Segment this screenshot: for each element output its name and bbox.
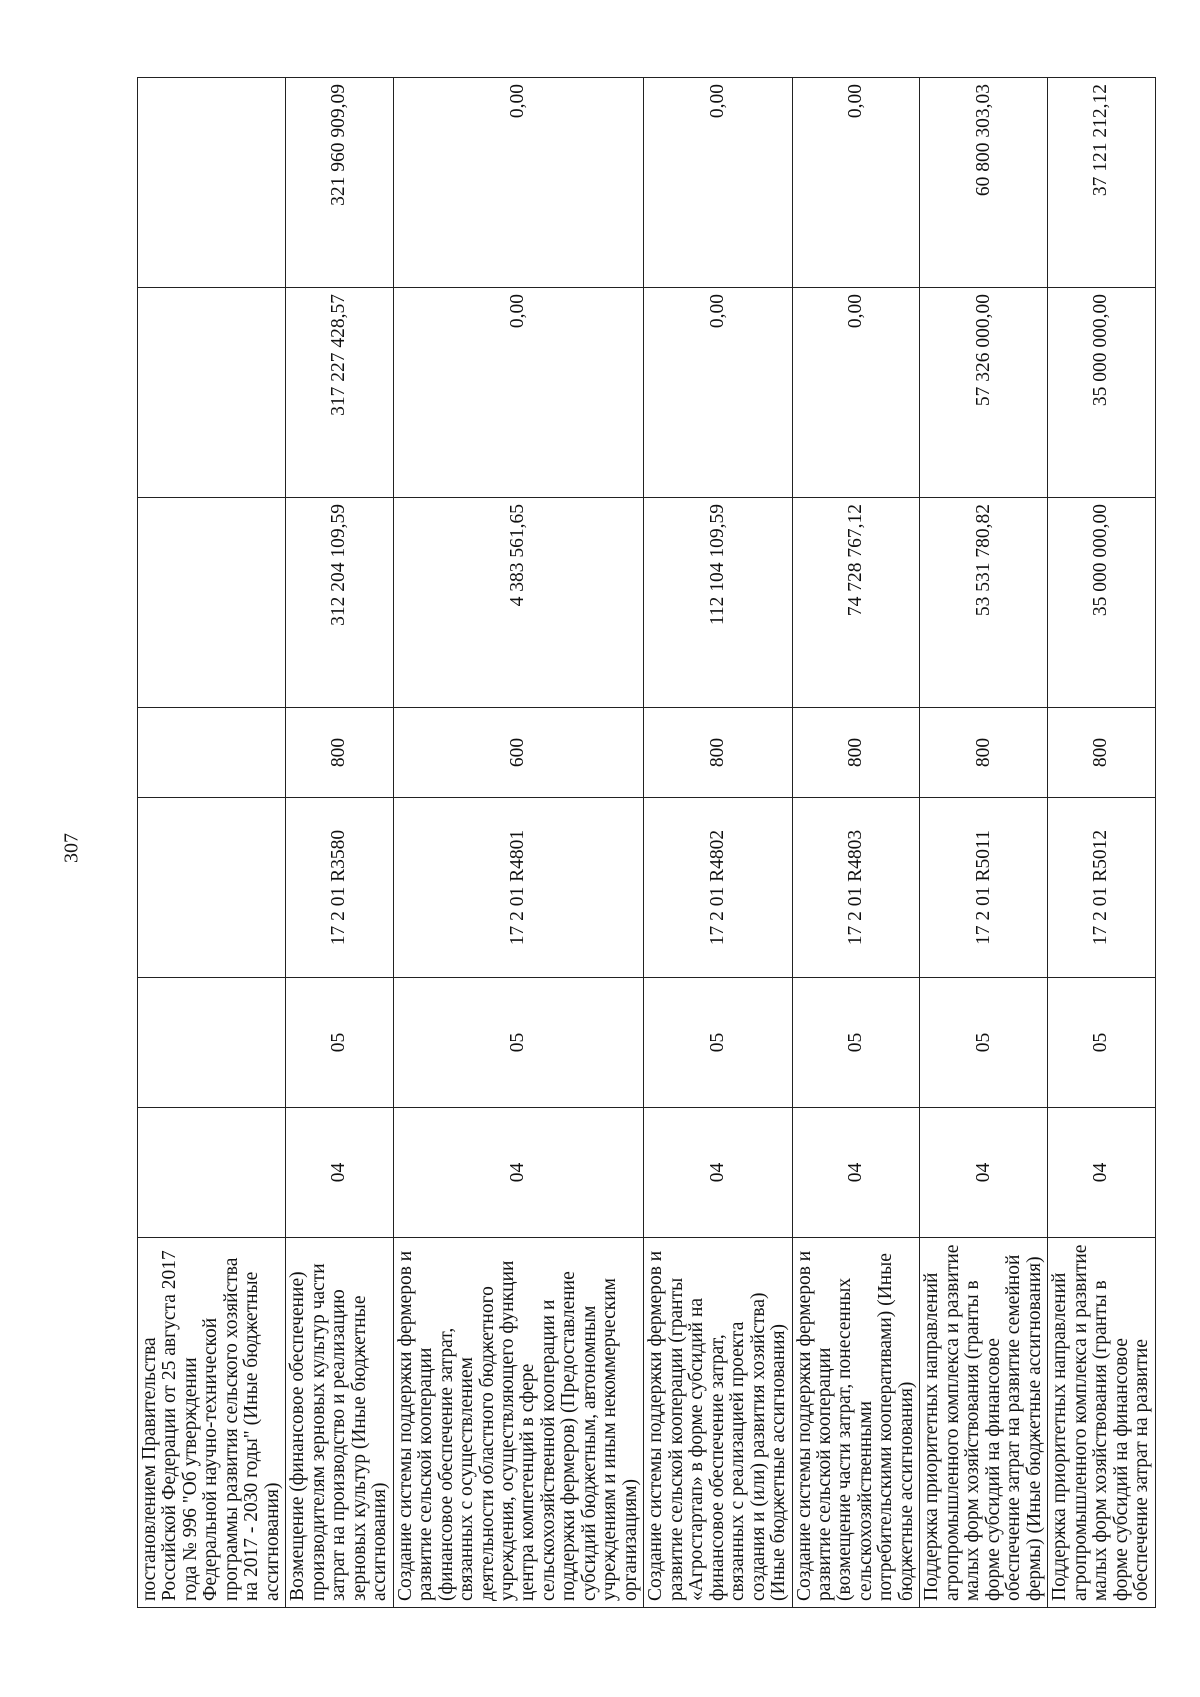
amount-year-2: 0,00 [792,288,920,498]
section-code: 04 [920,1108,1048,1238]
row-description: Поддержка приоритетных направлений агропромышленного комплекса и развитие малых форм хозяйствования (гранты в форме субсидий на финансовое обеспечение затрат на развитие [1048,1238,1155,1608]
amount-year-1: 4 383 561,65 [393,498,644,708]
subsection-code: 05 [393,978,644,1108]
section-code: 04 [393,1108,644,1238]
amount-year-2 [138,288,286,498]
amount-year-1 [138,498,286,708]
row-description: Поддержка приоритетных направлений агропромышленного комплекса и развитие малых форм хозяйствования (гранты в форме субсидий на финансовое обеспечение затрат на развитие семейной фермы) (Иные бюджетные ассигнования) [920,1238,1048,1608]
table-row [286,78,393,1608]
table-row [138,78,286,1608]
target-article-code [138,798,286,978]
target-article-code: 17 2 01 R4803 [792,798,920,978]
expense-type-code: 800 [286,708,393,798]
amount-year-2: 57 326 000,00 [920,288,1048,498]
amount-year-1: 312 204 109,59 [286,498,393,708]
expense-type-code: 600 [393,708,644,798]
amount-year-2: 35 000 000,00 [1048,288,1155,498]
row-description: Возмещение (финансовое обеспечение) производителям зерновых культур части затрат на производство и реализацию зерновых культур (Иные бюджетные ассигнования) [286,1238,393,1608]
amount-year-3: 321 960 909,09 [286,78,393,288]
row-description: Создание системы поддержки фермеров и развитие сельской кооперации (финансовое обеспечение затрат, связанных с осуществлением деятельности областного бюджетного учреждения, осуществляющего функции центра компетенций в сфере сельскохозяйственной кооперации и поддержки фермеров) (Предоставление субсидий бюджетным, автономным учреждениям и иным некоммерческим организациям) [393,1238,644,1608]
section-code [138,1108,286,1238]
amount-year-2: 0,00 [393,288,644,498]
target-article-code: 17 2 01 R5012 [1048,798,1155,978]
row-description: Создание системы поддержки фермеров и развитие сельской кооперации (возмещение части затрат, понесенных сельскохозяйственными потребительскими кооперативами) (Иные бюджетные ассигнования) [792,1238,920,1608]
expense-type-code [138,708,286,798]
amount-year-3: 37 121 212,12 [1048,78,1155,288]
expense-type-code: 800 [644,708,792,798]
amount-year-1: 112 104 109,59 [644,498,792,708]
table-row [792,78,920,1608]
row-description: Создание системы поддержки фермеров и развитие сельской кооперации (гранты «Агростартап» в форме субсидий на финансовое обеспечение затрат, связанных с реализацией проекта создания и (или) развития хозяйства) (Иные бюджетные ассигнования) [644,1238,792,1608]
table-row [393,78,644,1608]
section-code: 04 [792,1108,920,1238]
amount-year-3: 0,00 [792,78,920,288]
table-row [644,78,792,1608]
section-code: 04 [644,1108,792,1238]
table-row [1048,78,1155,1608]
budget-table [137,77,1156,1608]
subsection-code: 05 [1048,978,1155,1108]
expense-type-code: 800 [1048,708,1155,798]
subsection-code: 05 [286,978,393,1108]
rotated-table-container [137,78,1153,1608]
expense-type-code: 800 [792,708,920,798]
amount-year-3: 0,00 [393,78,644,288]
target-article-code: 17 2 01 R3580 [286,798,393,978]
subsection-code: 05 [644,978,792,1108]
expense-type-code: 800 [920,708,1048,798]
row-description: постановлением Правительства Российской Федерации от 25 августа 2017 года № 996 "Об утверждении Федеральной научно-технической программы развития сельского хозяйства на 2017 - 2030 годы" (Иные бюджетные ассигнования) [138,1238,286,1608]
amount-year-1: 35 000 000,00 [1048,498,1155,708]
subsection-code: 05 [920,978,1048,1108]
target-article-code: 17 2 01 R4802 [644,798,792,978]
amount-year-3: 60 800 303,03 [920,78,1048,288]
target-article-code: 17 2 01 R5011 [920,798,1048,978]
table-row [920,78,1048,1608]
amount-year-1: 74 728 767,12 [792,498,920,708]
amount-year-3 [138,78,286,288]
subsection-code: 05 [792,978,920,1108]
amount-year-2: 0,00 [644,288,792,498]
amount-year-2: 317 227 428,57 [286,288,393,498]
amount-year-3: 0,00 [644,78,792,288]
subsection-code [138,978,286,1108]
section-code: 04 [1048,1108,1155,1238]
target-article-code: 17 2 01 R4801 [393,798,644,978]
section-code: 04 [286,1108,393,1238]
page-number: 307 [60,833,83,863]
amount-year-1: 53 531 780,82 [920,498,1048,708]
